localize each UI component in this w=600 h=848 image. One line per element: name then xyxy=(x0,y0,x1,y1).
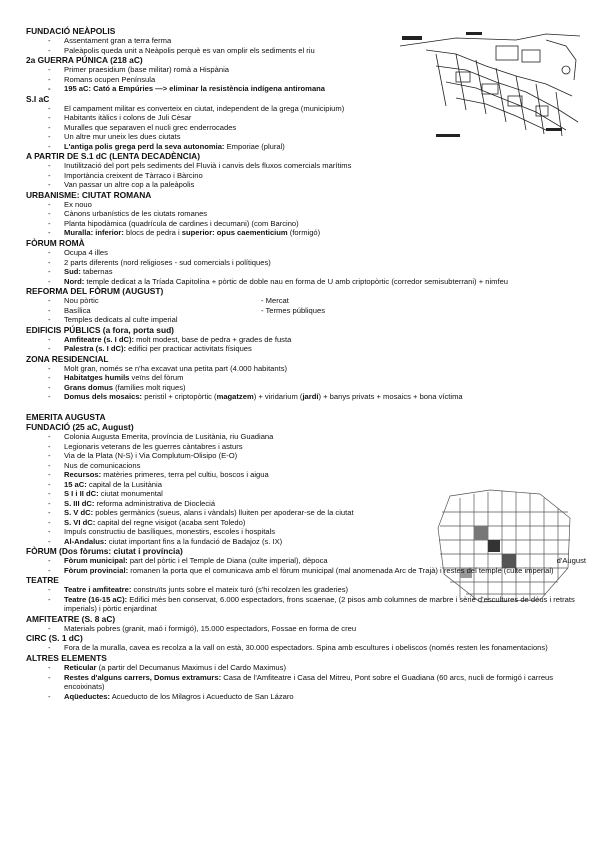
bold-term: Fòrum provincial: xyxy=(64,565,129,575)
item-text: pobles germànics (sueus, alans i vàndals) lluiten per apoderar-se de la ciutat xyxy=(93,508,354,518)
list-item: - Impuls constructiu de basíliques, monestirs, escoles i hospitals xyxy=(26,527,586,537)
item-text: edifici per practicar activitats físiques xyxy=(126,344,252,354)
section-gap xyxy=(26,402,586,412)
heading-urbanisme: URBANISME: CIUTAT ROMANA xyxy=(26,189,152,200)
heading-edificis-publics: EDIFICIS PÚBLICS (a fora, porta sud) xyxy=(26,324,174,335)
item-text: Acueducto de los Milagros i Acueducto de San Lázaro xyxy=(110,691,294,701)
bold-term: S I i II dC: xyxy=(64,489,99,499)
list-item: - Assentament gran a terra ferma xyxy=(26,36,586,46)
heading-fundacio-emerita: FUNDACIÓ (25 aC, August) xyxy=(26,421,134,432)
bold-term: Sud: xyxy=(64,267,81,277)
list-item: - Planta hipodàmica (quadrícula de cardines i decumani) (com Barcino) xyxy=(26,219,586,229)
list-item: - El campament militar es converteix en ciutat, independent de la grega (municipium) xyxy=(26,104,586,114)
heading-altres-elements: ALTRES ELEMENTS xyxy=(26,652,107,663)
item-text: (famílies molt riques) xyxy=(112,382,186,392)
item-text: veïns del fòrum xyxy=(129,373,184,383)
list-item: - Nus de comunicacions xyxy=(26,461,586,471)
list-item: - Muralles que separaven el nucli grec enderrocades xyxy=(26,123,586,133)
bold-term: Amfiteatre (s. I dC): xyxy=(64,334,135,344)
item-text: temple dedicat a la Tríada Capitolina + pòrtic de doble nau en forma de U amb criptopòrtic (corredor semisubterrani) + nimfeu xyxy=(84,276,509,286)
list-item xyxy=(26,556,586,566)
item-text: - Nou pòrtic xyxy=(64,296,99,306)
bold-term: 15 aC: xyxy=(64,479,87,489)
item-text: (formigó) xyxy=(287,228,321,238)
item-text: Emporiae (plural) xyxy=(224,141,285,151)
list-item xyxy=(26,392,586,402)
bold-term: superior: opus caementicium xyxy=(181,228,288,238)
list-item: - Primer praesidium (base militar) romà a Hispània xyxy=(26,65,586,75)
heading-emerita-augusta: EMERITA AUGUSTA xyxy=(26,411,106,422)
item-text: - Mercat xyxy=(261,296,289,306)
bold-term: magatzem xyxy=(216,392,254,402)
item-text: blocs de pedra i xyxy=(123,228,182,238)
bold-term: Teatre i amfiteatre: xyxy=(64,585,132,595)
list-item: - Molt gran, només se n'ha excavat una petita part (4.000 habitants) xyxy=(26,364,586,374)
item-text: - Basílica xyxy=(64,305,91,315)
item-text: - Termes públiques xyxy=(261,305,326,315)
item-text: molt modest, base de pedra + grades de fusta xyxy=(134,334,292,344)
list-item xyxy=(26,489,586,499)
bold-term: Nord: xyxy=(64,276,85,286)
heading-amfiteatre: AMFITEATRE (S. 8 aC) xyxy=(26,613,116,624)
bold-term: Muralla: inferior: xyxy=(64,228,124,238)
item-text: ciutat important fins a la fundació de Badajoz (s. IX) xyxy=(106,536,283,546)
item-text: peristil + criptopòrtic ( xyxy=(142,392,217,402)
list-item: - Fora de la muralla, cavea es recolza a la vall on està, 30.000 espectadors. Spina amb escultures i obeliscos (només resten les fonamentacions) xyxy=(26,643,586,653)
heading-guerra-punica: 2a GUERRA PÚNICA (218 aC) xyxy=(26,55,143,66)
bold-term: S. III dC: xyxy=(64,498,95,508)
bold-term: Habitatges humils xyxy=(64,373,130,383)
list-item xyxy=(26,296,586,306)
list-item xyxy=(26,142,586,152)
list-item xyxy=(26,335,586,345)
item-text: part del pòrtic i el Temple de Diana (culte imperial), dèpoca xyxy=(127,556,328,566)
heading-forums: FÒRUM (Dos fòrums: ciutat i província) xyxy=(26,546,183,557)
heading-s1ac: S.I aC xyxy=(26,93,50,104)
list-item: - Inutilització del port pels sediments del Fluvià i canvis dels fluxos comercials marítims xyxy=(26,161,586,171)
list-item xyxy=(26,373,586,383)
item-text: reforma administrativa de Diocleciá xyxy=(94,498,216,508)
heading-reforma-forum: REFORMA DEL FÒRUM (AUGUST) xyxy=(26,286,164,297)
bold-term: Reticular xyxy=(64,663,97,672)
list-item xyxy=(26,344,586,354)
list-item: - 195 aC: Cató a Empúries —> eliminar la resistència indígena antiromana xyxy=(26,84,586,94)
bold-term: Recursos: xyxy=(64,470,102,480)
item-text: (a partir del Decumanus Maximus i del Cardo Maximus) xyxy=(96,663,286,672)
item-text: Casa de l'Amfiteatre i Casa del Mitreu, Pont sobre el Guadiana (60 arcs, nucli de formigó i carreus encoixinats) xyxy=(64,672,554,691)
list-item xyxy=(26,663,586,673)
list-item xyxy=(26,518,586,528)
list-item: - Romans ocupen Península xyxy=(26,75,586,85)
list-item: - Temples dedicats al culte imperial xyxy=(26,315,586,325)
list-item xyxy=(26,383,586,393)
item-text: ) + viridarium ( xyxy=(253,392,303,402)
list-item: - Van passar un altre cop a la paleàpolis xyxy=(26,180,586,190)
list-item: - 2 parts diferents (nord religioses - sud comercials i polítiques) xyxy=(26,258,586,268)
bold-term: Aqüeductes: xyxy=(64,691,110,701)
list-item xyxy=(26,692,586,702)
item-text: matèries primeres, terra pel cultiu, boscos i aigua xyxy=(101,470,269,480)
list-item xyxy=(26,673,586,692)
bold-term: S. V dC: xyxy=(64,508,94,518)
list-item xyxy=(26,480,586,490)
item-text-group xyxy=(64,556,328,566)
item-text: capital del regne visigot (acaba sent Toledo) xyxy=(95,517,246,527)
heading-decadencia: A PARTIR DE S.1 dC (LENTA DECADÈNCIA) xyxy=(26,151,201,162)
bold-term: Fòrum municipal: xyxy=(64,556,128,566)
list-item xyxy=(26,585,586,595)
bold-term: Restes d'alguns carrers, Domus extramurs: xyxy=(64,672,222,682)
list-item: - Legionaris veterans de les guerres càntabres i asturs xyxy=(26,442,586,452)
list-item: - Cànons urbanístics de les ciutats romanes xyxy=(26,209,586,219)
heading-forum-roma: FÒRUM ROMÀ xyxy=(26,237,85,248)
heading-fundacio-neapolis: FUNDACIÓ NEÀPOLIS xyxy=(26,26,116,36)
item-text: d'August xyxy=(556,556,586,566)
bold-term: Domus dels mosaics: xyxy=(64,392,143,402)
list-item xyxy=(26,499,586,509)
bold-term: S. VI dC: xyxy=(64,517,96,527)
item-text: tabernas xyxy=(80,267,113,277)
list-item xyxy=(26,595,586,614)
bold-term: Grans domus xyxy=(64,382,113,392)
list-item xyxy=(26,566,586,576)
list-item: - Paleàpolis queda unit a Neàpolis perquè es van omplir els sediments el riu xyxy=(26,46,586,56)
bold-term: Palestra (s. I dC): xyxy=(64,344,127,354)
list-item: - Materials pobres (granit, maó i formigó), 15.000 espectadors, Fossae en forma de creu xyxy=(26,624,586,634)
item-text: romanen la porta que el comunicava amb el fòrum municipal (mal anomenada Arc de Trajà) i restes del temple (culte imperial) xyxy=(128,565,554,575)
item-text: capital de la Lusitània xyxy=(86,479,162,489)
list-item: - Colonia Augusta Emerita, província de Lusitània, riu Guadiana xyxy=(26,432,586,442)
heading-circ: CIRC (S. 1 dC) xyxy=(26,633,83,644)
list-item: - Importància creixent de Tàrraco i Bàrcino xyxy=(26,171,586,181)
item-text: Edifici més ben conservat, 6.000 espectadors, frons scaenae, (2 pisos amb columnes de marbre i sèrie d'escultures de déus i retrats imperials) i pòrtic enjardinat xyxy=(64,594,575,614)
bold-term: jardí xyxy=(302,392,319,402)
bold-term: Teatre (16-15 aC): xyxy=(64,594,128,604)
heading-zona-residencial: ZONA RESIDENCIAL xyxy=(26,353,109,364)
item-text: ) + banys privats + mosaics + bona víctima xyxy=(318,392,463,402)
list-item: - Ex nouo xyxy=(26,200,586,210)
list-item xyxy=(26,267,586,277)
list-item: - Ocupa 4 illes xyxy=(26,248,586,258)
heading-teatre: TEATRE xyxy=(26,575,59,586)
list-item xyxy=(26,277,586,287)
list-item: - Un altre mur uneix les dues ciutats xyxy=(26,132,586,142)
notes-page xyxy=(26,26,586,701)
list-item: - Via de la Plata (N-S) i Via Complutum-Olisipo (E-O) xyxy=(26,451,586,461)
list-item xyxy=(26,228,586,238)
list-item xyxy=(26,508,586,518)
list-item xyxy=(26,470,586,480)
item-text: construïts junts sobre el mateix turó (s'hi recolzen les graderies) xyxy=(131,585,349,595)
list-item xyxy=(26,306,586,316)
item-text: ciutat monumental xyxy=(98,489,163,499)
bold-term: Al-Andalus: xyxy=(64,536,107,546)
list-item xyxy=(26,537,586,547)
list-item: - Habitants itàlics i colons de Juli Cèsar xyxy=(26,113,586,123)
bold-term: L'antiga polis grega perd la seva autonomia: xyxy=(64,141,225,151)
